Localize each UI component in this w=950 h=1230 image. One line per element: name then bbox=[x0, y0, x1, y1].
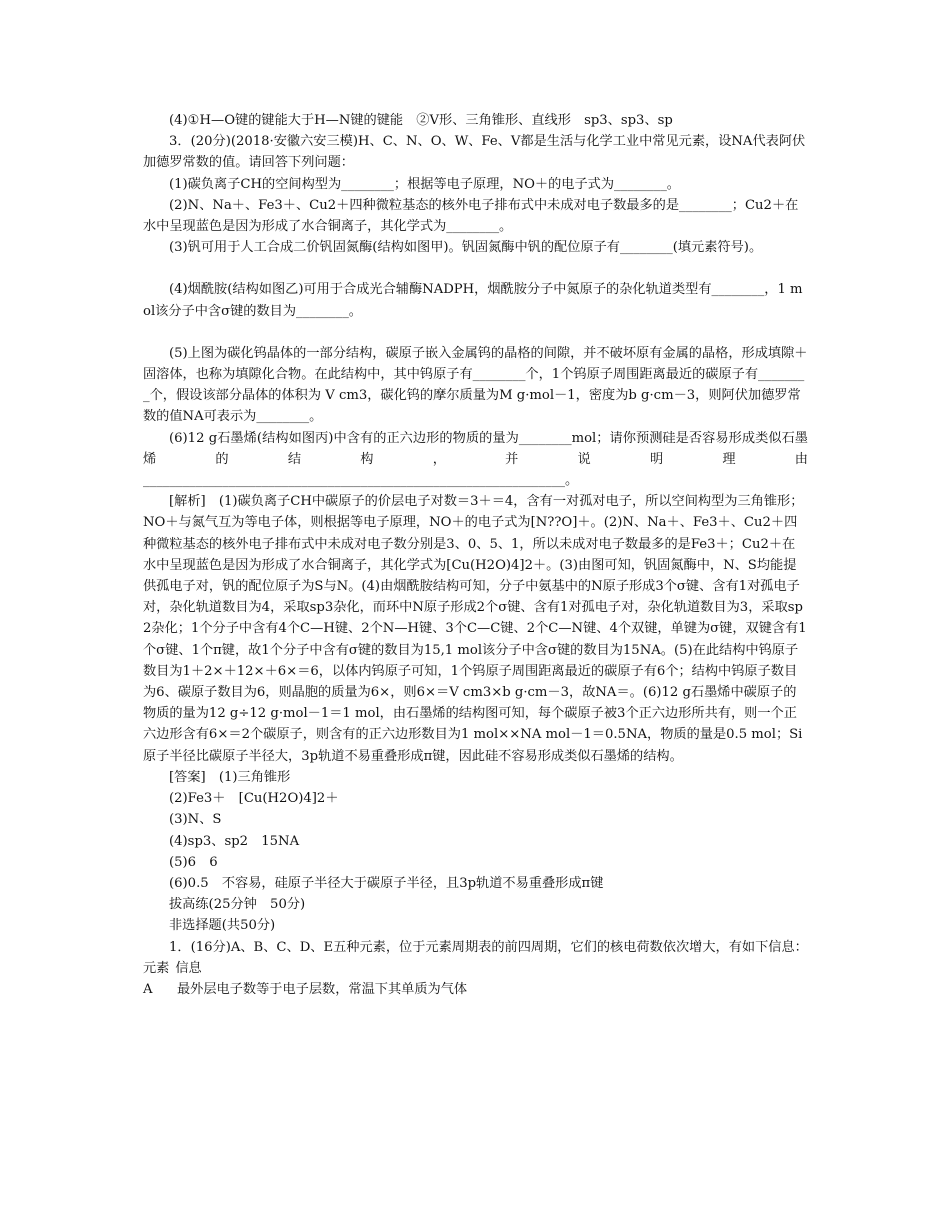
table-row bbox=[143, 979, 808, 1000]
answer-5: (5)6 6 bbox=[169, 854, 218, 870]
answer-1: [答案] (1)三角锥形 bbox=[169, 769, 291, 785]
answer-6: (6)0.5 不容易，硅原子半径大于碳原子半径，且3p轨道不易重叠形成π键 bbox=[169, 875, 604, 891]
table-header bbox=[143, 958, 808, 979]
paragraph: (4)①H—O键的键能大于H—N键的键能 ②V形、三角锥形、直线形 sp3、sp3、sp bbox=[169, 113, 673, 128]
question-3-part-2: (2)N、Na＋、Fe3＋、Cu2＋四种微粒基态的核外电子排布式中未成对电子数最多的是________；Cu2＋在水中呈现蓝色是因为形成了水合铜离子，其化学式为________。 bbox=[143, 197, 799, 235]
table-header-info: 信息 bbox=[175, 960, 202, 976]
question-3-part-5: (5)上图为碳化钨晶体的一部分结构，碳原子嵌入金属钨的晶格的间隙，并不破坏原有金属的晶格，形成填隙＋固溶体，也称为填隙化合物。在此结构中，其中钨原子有________个，1个钨原子周围距离最近的碳原子有________个，假设该部分晶体的体积为 V cm3，碳化钨的摩尔质量为M g·mol－1，密度为b g·cm－3，则阿伏加德罗常数的值NA可表示为________。 bbox=[143, 345, 808, 425]
spacer bbox=[143, 322, 808, 343]
question-3-part-3: (3)钒可用于人工合成二价钒固氮酶(结构如图甲)。钒固氮酶中钒的配位原子有________(填元素符号)。 bbox=[169, 240, 763, 256]
table-cell-element: A bbox=[143, 981, 153, 997]
answer-4: (4)sp3、sp2 15NA bbox=[169, 833, 300, 849]
question-1-stem: 1．(16分)A、B、C、D、E五种元素，位于元素周期表的前四周期，它们的核电荷数依次增大，有如下信息： bbox=[169, 939, 808, 955]
answer-blank-line: ________________________________________________________________。 bbox=[143, 473, 579, 489]
analysis-paragraph: [解析] (1)碳负离子CH中碳原子的价层电子对数＝3＋＝4，含有一对孤对电子，所以空间构型为三角锥形；NO＋与氮气互为等电子体，则根据等电子原理，NO＋的电子式为[N??O]＋。(2)N、Na＋、Fe3＋、Cu2＋四种微粒基态的核外电子排布式中未成对电子数分别是3、0、5、1，所以未成对电子数最多的是Fe3＋；Cu2＋在水中呈现蓝色是因为形成了水合铜离子，其化学式为[Cu(H2O)4]2＋。(3)由图可知，钒固氮酶中，N、S均能提供孤电子对，钒的配位原子为S与N。(4)由烟酰胺结构可知，分子中氨基中的N原子形成3个σ键、含有1对孤电子对，杂化轨道数目为4，采取sp3杂化，而环中N原子形成2个σ键、含有1对孤电子对，杂化轨道数目为3，采取sp2杂化；1个分子中含有4个C—H键、2个N—H键、3个C—C键、2个C—N键、4个双键，单键为σ键，双键含有1个σ键、1个π键，故1个分子中含有σ键的数目为15,1 mol该分子中含σ键的数目为15NA。(5)在此结构中钨原子数目为1＋2×＋12×＋6×＝6，以体内钨原子可知，1个钨原子周围距离最近的碳原子有6个；结构中钨原子数目为6、碳原子数目为6，则晶胞的质量为6×，则6×＝V cm3×b g·cm－3，故NA＝。(6)12 g石墨烯中碳原子的物质的量为12 g÷12 g·mol－1＝1 mol，由石墨烯的结构图可知，每个碳原子被3个正六边形所共有，则一个正六边形含有6×＝2个碳原子，则含有的正六边形数目为1 mol××NA mol－1＝0.5NA，物质的量是0.5 mol；Si原子半径比碳原子半径大，3p轨道不易重叠形成π键，因此硅不容易形成类似石墨烯的结构。 bbox=[143, 494, 807, 764]
answer-3: (3)N、S bbox=[169, 812, 222, 828]
question-3-part-6: (6)12 g石墨烯(结构如图丙)中含有的正六边形的物质的量为________mol；请你预测硅是否容易形成类似石墨烯的结构，并说明理由 bbox=[143, 430, 808, 467]
question-3-stem: 3．(20分)(2018·安徽六安三模)H、C、N、O、W、Fe、V都是生活与化学工业中常见元素，设NA代表阿伏加德罗常数的值。请回答下列问题： bbox=[143, 134, 806, 171]
table-cell-info: 最外层电子数等于电子层数，常温下其单质为气体 bbox=[177, 981, 468, 997]
question-3-part-4: (4)烟酰胺(结构如图乙)可用于合成光合辅酶NADPH，烟酰胺分子中氮原子的杂化轨道类型有________，1 mol该分子中含σ键的数目为________。 bbox=[143, 282, 803, 319]
table-header-element: 元素 bbox=[143, 960, 170, 976]
section-title: 拔高练(25分钟 50分) bbox=[169, 897, 306, 913]
answer-2: (2)Fe3＋ [Cu(H2O)4]2＋ bbox=[169, 791, 339, 807]
section-subtitle: 非选择题(共50分) bbox=[169, 918, 276, 934]
question-3-part-1: (1)碳负离子CH的空间构型为________；根据等电子原理，NO＋的电子式为________。 bbox=[169, 176, 680, 192]
document-page bbox=[143, 110, 808, 1000]
spacer bbox=[143, 258, 808, 279]
